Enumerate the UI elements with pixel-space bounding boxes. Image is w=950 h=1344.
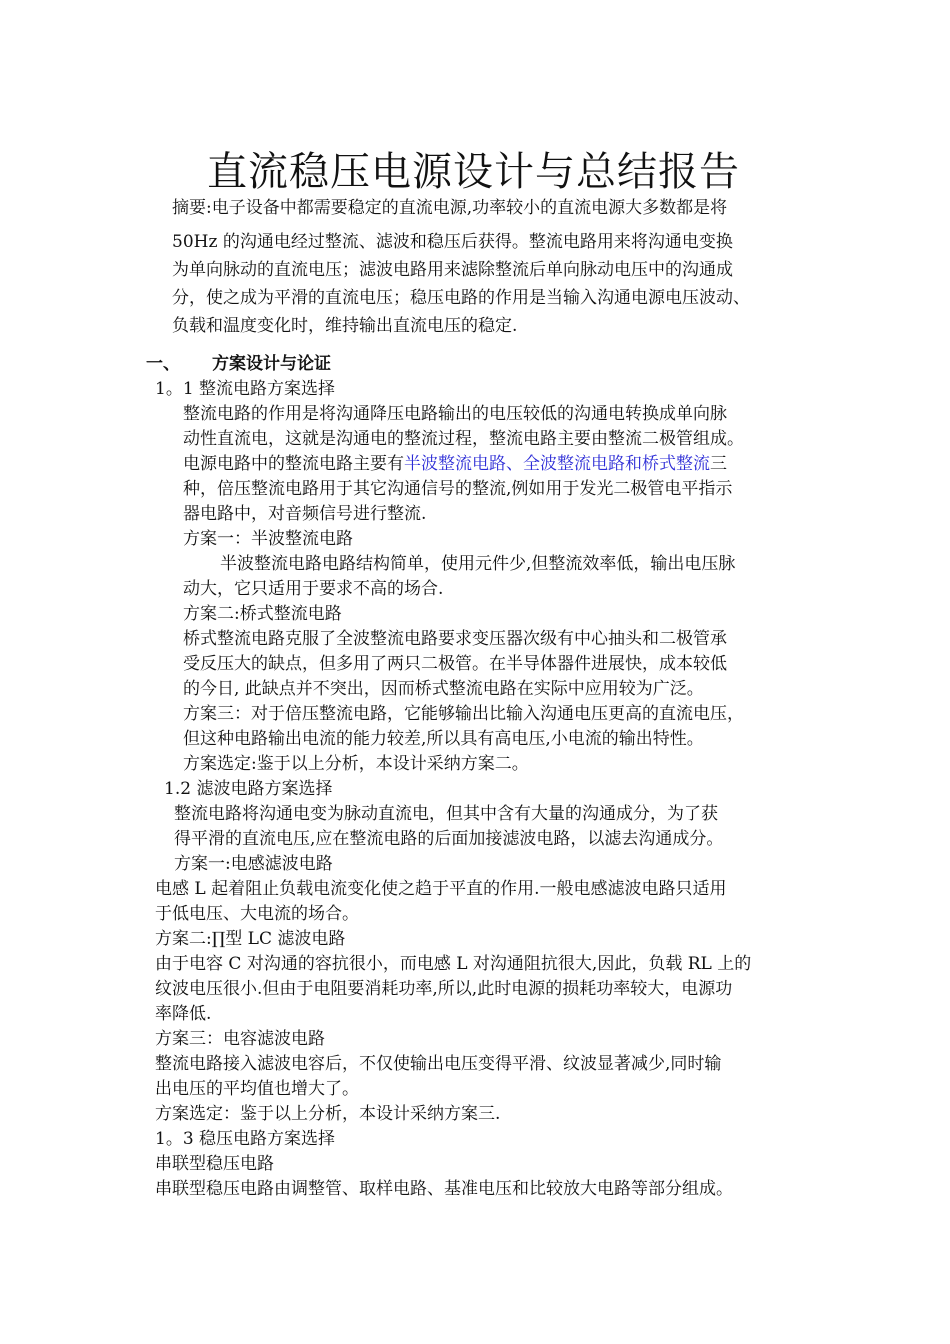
- paragraph-line: 但这种电路输出电流的能力较差,所以具有高电压,小电流的输出特性。: [183, 729, 704, 749]
- abstract-line: 为单向脉动的直流电压；滤波电路用来滤除整流后单向脉动电压中的沟通成: [172, 260, 733, 280]
- paragraph-line: 出电压的平均值也增大了。: [155, 1079, 359, 1099]
- option-title: 串联型稳压电路: [155, 1154, 274, 1174]
- paragraph-line: 桥式整流电路克服了全波整流电路要求变压器次级有中心抽头和二极管承: [183, 629, 727, 649]
- paragraph-line: 动性直流电，这就是沟通电的整流过程，整流电路主要由整流二极管组成。: [183, 429, 744, 449]
- paragraph-line-with-link: [183, 452, 727, 476]
- paragraph-line: 于低电压、大电流的场合。: [155, 904, 359, 924]
- paragraph-text: 三: [710, 454, 727, 474]
- subsection-heading: 1。1 整流电路方案选择: [155, 379, 336, 399]
- option-title: 方案三：电容滤波电路: [155, 1029, 325, 1049]
- paragraph-line: 受反压大的缺点，但多用了两只二极管。在半导体器件进展快，成本较低: [183, 654, 727, 674]
- paragraph-line: 整流电路将沟通电变为脉动直流电，但其中含有大量的沟通成分，为了获: [174, 804, 718, 824]
- abstract-line: 摘要:电子设备中都需要稳定的直流电源,功率较小的直流电源大多数都是将: [172, 198, 728, 218]
- paragraph-line: 种，倍压整流电路用于其它沟通信号的整流,例如用于发光二极管电平指示: [183, 479, 733, 499]
- paragraph-line: 电感 L 起着阻止负载电流变化使之趋于平直的作用.一般电感滤波电路只适用: [155, 879, 727, 899]
- paragraph-line: 率降低.: [155, 1004, 212, 1024]
- option-title: 方案一:电感滤波电路: [174, 854, 333, 874]
- abstract-line: 50Hz 的沟通电经过整流、滤波和稳压后获得。整流电路用来将沟通电变换: [172, 232, 733, 252]
- option-title: 方案二:∏型 LC 滤波电路: [155, 929, 346, 949]
- paragraph-line: 串联型稳压电路由调整管、取样电路、基准电压和比较放大电路等部分组成。: [155, 1179, 733, 1199]
- option-title: 方案一：半波整流电路: [183, 529, 353, 549]
- paragraph-line: 纹波电压很小.但由于电阻要消耗功率,所以,此时电源的损耗功率较大，电源功: [155, 979, 733, 999]
- paragraph-line: 半波整流电路电路结构简单，使用元件少,但整流效率低，输出电压脉: [220, 554, 736, 574]
- abstract-line: 负载和温度变化时，维持输出直流电压的稳定.: [172, 316, 518, 336]
- document-title: 直流稳压电源设计与总结报告: [207, 149, 740, 195]
- section-title: 方案设计与论证: [212, 354, 331, 374]
- selection-line: 方案选定:鉴于以上分析，本设计采纳方案二。: [183, 754, 529, 774]
- abstract-line: 分，使之成为平滑的直流电压；稳压电路的作用是当输入沟通电源电压波动、: [172, 288, 750, 308]
- paragraph-line: 的今日, 此缺点并不突出，因而桥式整流电路在实际中应用较为广泛。: [183, 679, 704, 699]
- subsection-heading: 1。3 稳压电路方案选择: [155, 1129, 336, 1149]
- section-number: 一、: [146, 354, 180, 374]
- paragraph-text: 电源电路中的整流电路主要有: [183, 454, 404, 474]
- paragraph-line: 动大，它只适用于要求不高的场合.: [183, 579, 444, 599]
- rectifier-types-link[interactable]: 半波整流电路、全波整流电路和桥式整流: [404, 454, 710, 474]
- paragraph-line: 由于电容 C 对沟通的容抗很小，而电感 L 对沟通阻抗很大,因此，负载 RL 上的: [155, 954, 752, 974]
- paragraph-line: 方案三：对于倍压整流电路，它能够输出比输入沟通电压更高的直流电压，: [183, 704, 744, 724]
- paragraph-line: 整流电路的作用是将沟通降压电路输出的电压较低的沟通电转换成单向脉: [183, 404, 727, 424]
- paragraph-line: 器电路中，对音频信号进行整流.: [183, 504, 427, 524]
- option-title: 方案二:桥式整流电路: [183, 604, 342, 624]
- subsection-heading: 1.2 滤波电路方案选择: [164, 779, 333, 799]
- paragraph-line: 整流电路接入滤波电容后，不仅使输出电压变得平滑、纹波显著减少,同时输: [155, 1054, 722, 1074]
- selection-line: 方案选定：鉴于以上分析，本设计采纳方案三.: [155, 1104, 501, 1124]
- paragraph-line: 得平滑的直流电压,应在整流电路的后面加接滤波电路，以滤去沟通成分。: [174, 829, 724, 849]
